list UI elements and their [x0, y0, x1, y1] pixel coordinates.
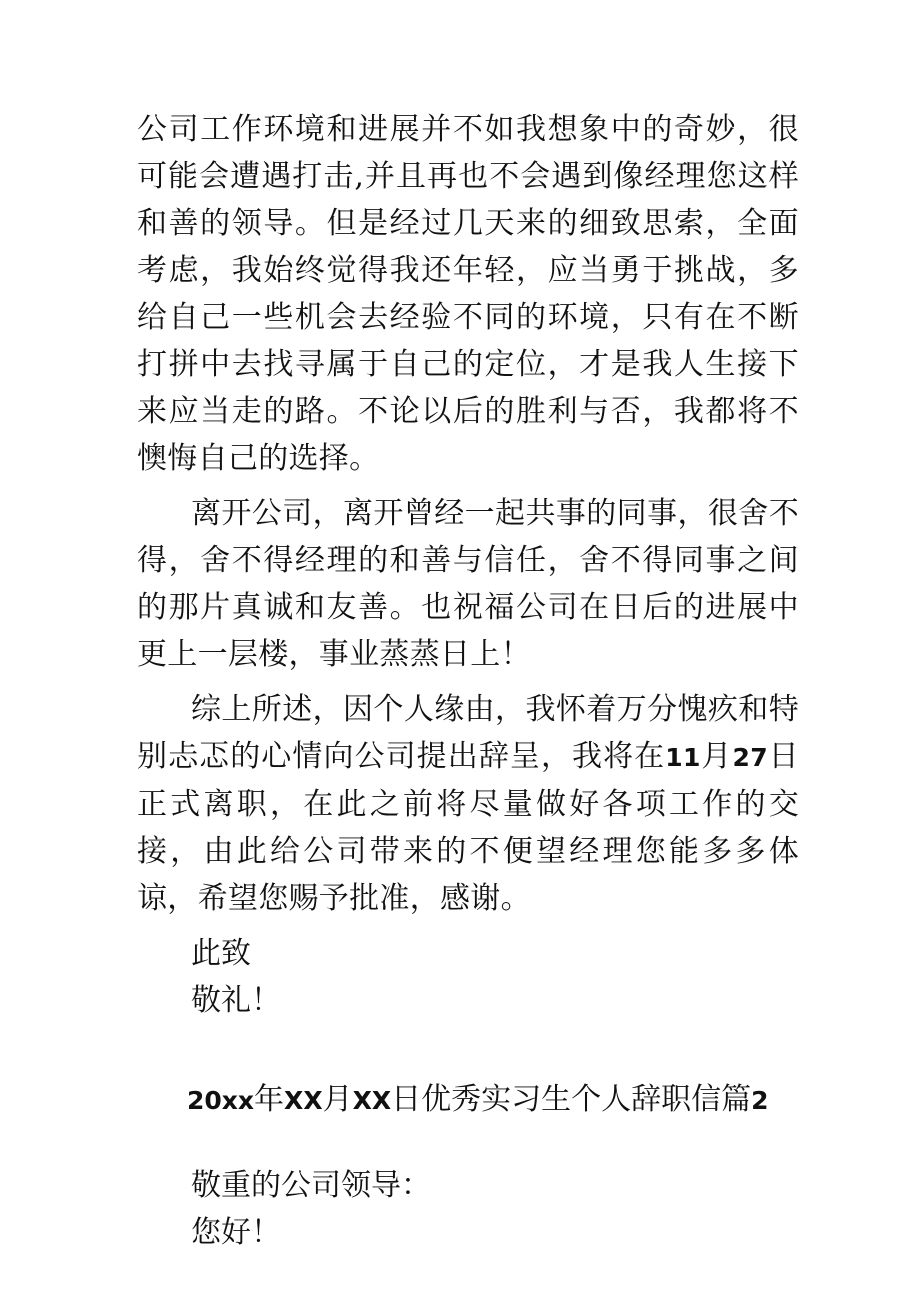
heading-title-text: 日优秀实习生个人辞职信篇 [391, 1082, 752, 1117]
resignation-month-unit: 月 [700, 739, 733, 774]
closing-jingli: 敬礼！ [191, 983, 281, 1018]
heading-day: XX [352, 1086, 392, 1115]
paragraph-continuation: 公司工作环境和进展并不如我想象中的奇妙，很可能会遭遇打击,并且再也不会遇到像经理您这样和善的领导。但是经过几天来的细致思索，全面考虑，我始终觉得我还年轻，应当勇于挑战，多给自己一些机会去经验不同的环境，只有在不断打拼中去找寻属于自己的定位，才是我人生接下来应当走的路。不论以后的胜利与否，我都将不懊悔自己的选择。 [137, 112, 799, 476]
paragraph-farewell: 离开公司，离开曾经一起共事的同事，很舍不得，舍不得经理的和善与信任，舍不得同事之间的那片真诚和友善。也祝福公司在日后的进展中更上一层楼，事业蒸蒸日上！ [137, 496, 799, 672]
heading-year-unit: 年 [254, 1082, 285, 1117]
greeting-hello: 您好！ [191, 1215, 281, 1250]
resignation-month: 11 [665, 743, 701, 772]
heading-number: 2 [751, 1086, 769, 1115]
resignation-text-end: 日正式离职，在此之前将尽量做好各项工作的交接，由此给公司带来的不便望经理您能多多体谅，希望您赐予批准，感谢。 [137, 739, 799, 916]
resignation-text-start: 综上所述，因个人缘由，我怀着万分愧疚和特别忐忑的心情向公司提出辞呈，我将在 [137, 692, 799, 774]
salutation: 敬重的公司领导： [191, 1168, 431, 1203]
closing-cizhi: 此致 [191, 936, 251, 971]
resignation-day: 27 [732, 743, 768, 772]
section-heading [137, 1076, 799, 1124]
heading-month: XX [284, 1086, 323, 1115]
document-page [137, 106, 799, 1256]
paragraph-resignation-date [137, 686, 799, 922]
heading-month-unit: 月 [322, 1082, 353, 1117]
heading-year: 20xx [187, 1086, 255, 1115]
